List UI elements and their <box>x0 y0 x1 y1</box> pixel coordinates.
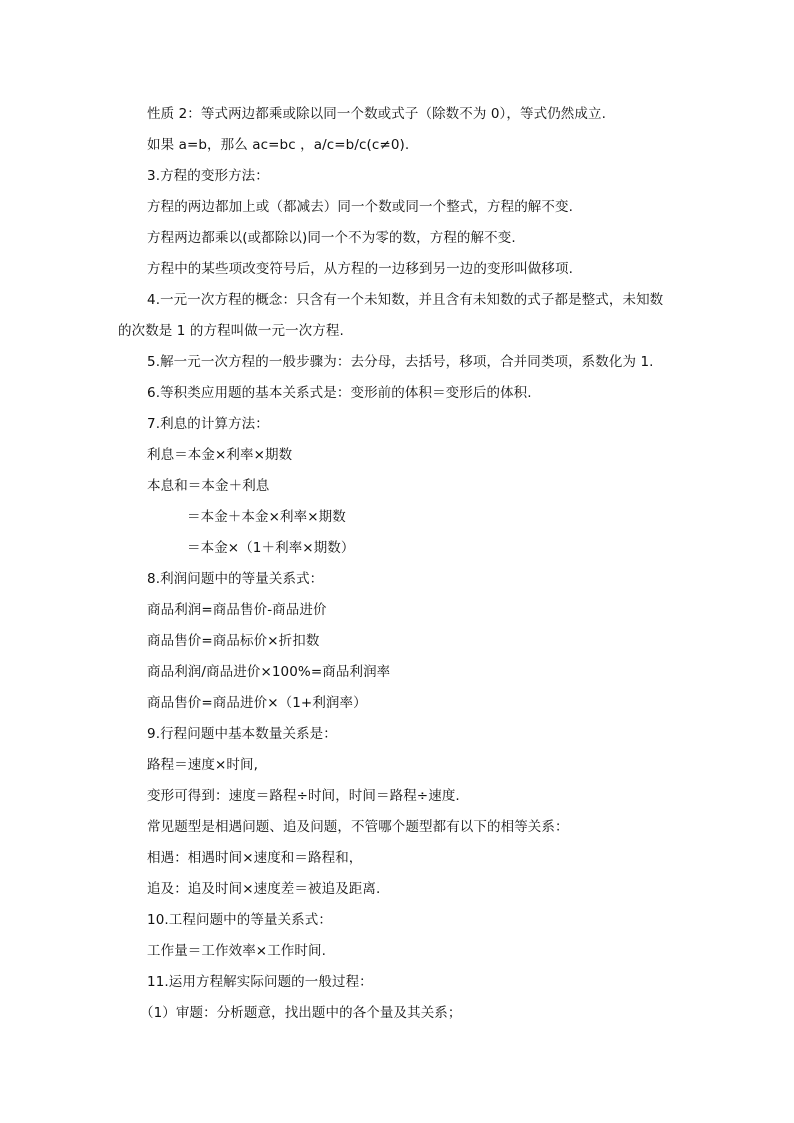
section-heading-3: 3.方程的变形方法： <box>147 168 269 184</box>
formula-line: 工作量＝工作效率×工作时间. <box>147 943 327 959</box>
section-heading-10: 10.工程问题中的等量关系式： <box>147 912 332 928</box>
formula-line-indented: ＝本金＋本金×利率×期数 <box>187 509 346 525</box>
section-heading-6: 6.等积类应用题的基本关系式是：变形前的体积＝变形后的体积. <box>147 385 532 401</box>
text-line: 变形可得到：速度＝路程÷时间，时间＝路程÷速度. <box>147 788 460 804</box>
text-line-continuation: 的次数是 1 的方程叫做一元一次方程. <box>118 323 344 339</box>
text-line: 方程两边都乘以(或都除以)同一个不为零的数，方程的解不变. <box>147 230 516 246</box>
text-line: 追及：追及时间×速度差＝被追及距离. <box>147 881 381 897</box>
text-line: 相遇：相遇时间×速度和＝路程和， <box>147 850 363 866</box>
formula-line: 商品利润=商品售价-商品进价 <box>147 602 327 618</box>
formula-line: 本息和＝本金＋利息 <box>147 478 270 494</box>
text-line: 常见题型是相遇问题、追及问题，不管哪个题型都有以下的相等关系： <box>147 819 569 835</box>
formula-line: 利息＝本金×利率×期数 <box>147 447 293 463</box>
section-heading-9: 9.行程问题中基本数量关系是： <box>147 726 337 742</box>
formula-line: 商品利润/商品进价×100%=商品利润率 <box>147 664 391 680</box>
text-line: 方程的两边都加上或（都减去）同一个数或同一个整式，方程的解不变. <box>147 199 573 215</box>
formula-line: 路程＝速度×时间, <box>147 757 259 773</box>
section-heading-11: 11.运用方程解实际问题的一般过程： <box>147 974 373 990</box>
section-heading-7: 7.利息的计算方法： <box>147 416 269 432</box>
section-heading-5: 5.解一元一次方程的一般步骤为：去分母，去括号，移项，合并同类项，系数化为 1. <box>147 354 654 370</box>
step-line: （1）审题：分析题意，找出题中的各个量及其关系； <box>140 1005 462 1021</box>
formula-line-indented: ＝本金×（1＋利率×期数） <box>187 540 355 556</box>
formula-line: 商品售价=商品进价×（1+利润率） <box>147 695 367 711</box>
text-line: 方程中的某些项改变符号后，从方程的一边移到另一边的变形叫做移项. <box>147 261 573 277</box>
text-line-property-2: 性质 2：等式两边都乘或除以同一个数或式子（除数不为 0），等式仍然成立. <box>147 106 607 122</box>
section-heading-4: 4.一元一次方程的概念：只含有一个未知数，并且含有未知数的式子都是整式，未知数 <box>147 292 664 308</box>
text-line-property-2-example: 如果 a=b，那么 ac=bc ，a/c=b/c(c≠0). <box>147 137 410 153</box>
section-heading-8: 8.利润问题中的等量关系式： <box>147 571 324 587</box>
formula-line: 商品售价=商品标价×折扣数 <box>147 633 320 649</box>
